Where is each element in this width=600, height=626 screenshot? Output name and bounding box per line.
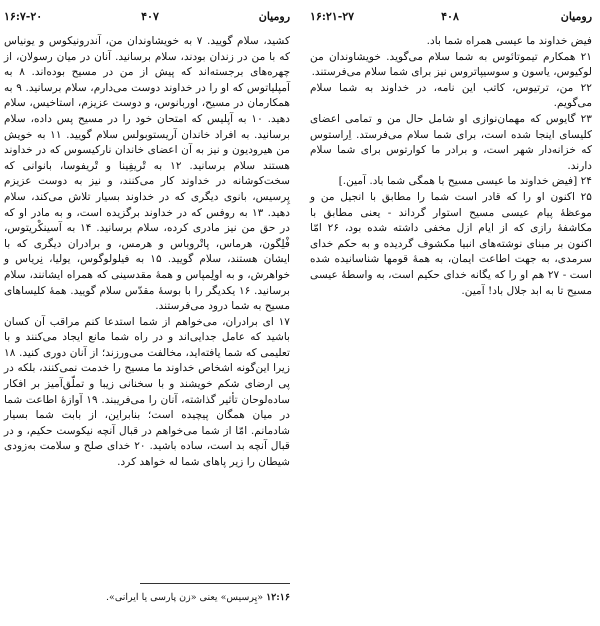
page-number: ۴۰۷ [141, 10, 159, 23]
footnote-ref: ۱۲:۱۶ [266, 592, 290, 603]
footnote-divider [140, 583, 290, 584]
footnote [4, 592, 290, 603]
paragraph: ۲۱ همکارم تیموتائوس به شما سلام می‌گوید. خویشاوندان من لوکیوس، یاسون و سوسیپاتروس نیز برای شما سلام می‌فرستند. [310, 50, 592, 79]
page-number: ۴۰۸ [441, 10, 459, 23]
right-page [300, 0, 600, 626]
right-page-header [300, 10, 600, 26]
paragraph: کشید، سلام گویید. ۷ به خویشاوندان من، آندرونیکوس و یونیاس که با من در زندان بودند، سلام برسانید. آنان در میان رسولان، از چهره‌های برجسته‌اند که پیش از من در مسیح بوده‌اند. ۸ به آمپلیاتوس که او را در خداوند دوست می‌دارم، سلام برسانید. ۹ به همکارمان در مسیح، اوربانوس، و دوست عزیزم، استاخیس، سلام دهید. ۱۰ به آپلیس که امتحان خود را در مسیح پس داده، سلام برسانید. به افراد خاندان آریستوبولس سلام گویید. ۱۱ به خویش من هیرودیون و نیز به آن اعضای خاندان نارکیسوس که در خداوند هستند سلام برسانید. ۱۲ به تْریفِینا و تْریفوسا، بانوانی که سخت‌کوشانه در خداوند کار می‌کنند، و نیز به دوست عزیزم پِرسیس، بانوی دیگری که در خداوند بسیار تلاش می‌کند، سلام دهید. ۱۳ به روفس که در خداوند برگزیده است، و به مادر او که در حق من نیز مادری کرده، سلام برسانید. ۱۴ به آسینکْریتوس، فْلِگون، هرماس، پاتْروباس و هرمس، و برادران دیگری که با ایشان هستند، سلام گویید. ۱۵ به فیلولوگوس، یولیا، نِریاس و خواهرش، و به اولِمپاس و همهٔ مقدسینی که همراه ایشانند، سلام برسانید. ۱۶ یکدیگر را با بوسهٔ مقدّس سلام گویید. همهٔ کلیساهای مسیح به شما درود می‌فرستند. [4, 35, 291, 313]
running-head-book: رومیان [560, 10, 592, 23]
left-page-body [4, 34, 290, 471]
paragraph: ۲۲ من، ترتیوس، کاتب این نامه، در خداوند به شما سلام می‌گویم. [310, 81, 592, 110]
paragraph: فیض خداوند ما عیسی همراه شما باد. [426, 35, 592, 47]
footnote-text: «پِرسیس» یعنی «زن پارسی یا ایرانی». [106, 592, 264, 603]
right-page-body [310, 34, 592, 299]
running-head-book: رومیان [258, 10, 290, 23]
running-head-range: ۱۶:۷-۲۰ [4, 10, 43, 23]
paragraph: ۲۳ گایوس که مهمان‌نوازی او شامل حال من و تمامی اعضای کلیسای اینجا شده است، برای شما سلام می‌فرستد. اِراستوس که خزانه‌دار شهر است، و برادر ما کوارتوس برای شما سلام دارند. [310, 112, 592, 172]
running-head-range: ۱۶:۲۱-۲۷ [310, 10, 355, 23]
paragraph: ۲۵ اکنون او را که قادر است شما را مطابق با انجیل من و موعظهٔ پیام عیسی مسیح استوار گرداند - یعنی مطابق با مکاشفهٔ رازی که از ایام ازل مخفی داشته شده بود، ۲۶ امّا اکنون بر مبنای نوشته‌های انبیا مکشوف گردیده و به حکم خدای سرمدی، به جهت اطاعت ایمان، به همهٔ قومها شناسانیده شده است - ۲۷ هم او را که یگانه خدای حکیم است، به واسطهٔ عیسی مسیح تا به ابد جلال باد! آمین. [310, 190, 592, 297]
paragraph: ۱۷ ای برادران، می‌خواهم از شما استدعا کنم مراقب آن کسان باشید که عامل جدایی‌اند و در راه شما مانع ایجاد می‌کنند و با تعلیمی که شما یافته‌اید، مخالفت می‌ورزند؛ از آنان دوری کنید. ۱۸ زیرا این‌گونه اشخاص خداوند ما مسیح را خدمت نمی‌کنند، بلکه در پی ارضای شکم خویشند و با سخنانی زیبا و تملّق‌آمیز بر افکار ساده‌لوحان تأثیر گذاشته، آنان را می‌فریبند. ۱۹ آوازهٔ اطاعت شما در میان همگان پیچیده است؛ بنابراین، از بابت شما بسیار شادمانم. امّا از شما می‌خواهم در قبال آنچه نیکوست حکیم، و در قبال آنچه بد است، ساده باشید. ۲۰ خدای صلح و سلامت به‌زودی شیطان را زیر پاهای شما له خواهد کرد. [4, 315, 290, 469]
left-page-header [0, 10, 300, 26]
paragraph: ۲۴ [فیض خداوند ما عیسی مسیح با همگی شما باد. آمین.] [338, 175, 592, 188]
